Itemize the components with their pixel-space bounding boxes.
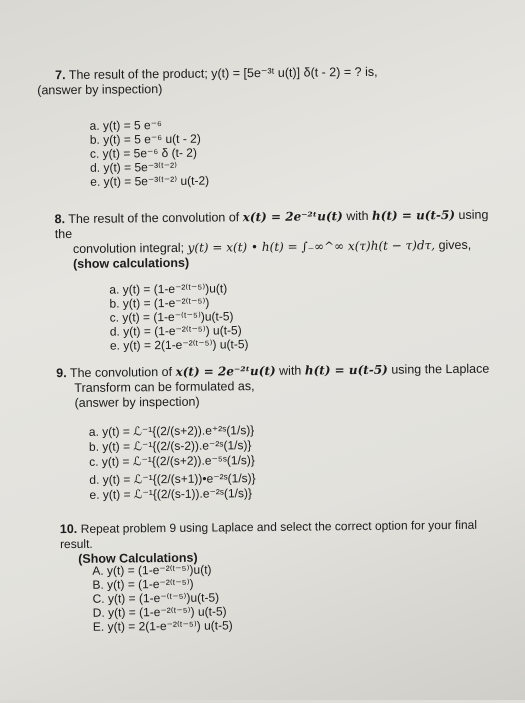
question-text: The convolution of [69,364,176,381]
question-7 [37,64,495,99]
question-note: (show calculations) [73,255,190,271]
option-c: c. y(t) = 5e⁻⁶ δ (t- 2) [89,145,198,161]
question-10 [60,517,510,567]
option-a: a. y(t) = 5 e⁻⁶ [89,118,163,133]
question-text: The result of the product; y(t) = [5e⁻³ᵗ u(t)] δ(t - 2) = ? is, [68,64,378,83]
option-e: e. y(t) = 5e⁻³⁽ᵗ⁻²⁾ u(t-2) [90,173,210,189]
option-b: b. y(t) = (1-e⁻²⁽ᵗ⁻⁵⁾) [109,295,210,311]
question-note: (answer by inspection) [74,394,200,410]
signal-h: h(t) = u(t-5) [371,207,456,223]
question-9: 9. The convolution of x(t) = 2e⁻²ᵗu(t) with h(t) = u(t-5) using the Laplace Transform can be formulated as, (answer by inspection) [56,361,490,410]
question-text: The result of the convolution of [68,210,243,227]
option-c: C. y(t) = (1-e⁻⁽ᵗ⁻⁵⁾)u(t-5) [92,590,220,606]
option-d: D. y(t) = (1-e⁻²⁽ᵗ⁻⁵⁾) u(t-5) [92,604,227,620]
option-e: E. y(t) = 2(1-e⁻²⁽ᵗ⁻⁵⁾) u(t-5) [92,618,233,634]
question-8: 8. The result of the convolution of x(t) = 2e⁻²ᵗu(t) with h(t) = u(t-5) using the convolution integral; y(t) = x(t) • h(t) = ∫₋∞^∞ x(τ)h(t − τ)dτ, gives, (show calculations) [54,207,489,271]
signal-x: x(t) = 2e⁻²ᵗu(t) [175,363,276,379]
signal-x: x(t) = 2e⁻²ᵗu(t) [242,209,343,225]
option-b: b. y(t) = ℒ⁻¹{(2/(s-2)).e⁻²ˢ(1/s)} [88,438,252,454]
question-note: (answer by inspection) [37,82,163,98]
question-number: 8. [54,212,66,227]
question-number: 9. [56,366,67,381]
convolution-integral: y(t) = x(t) • h(t) = ∫₋∞^∞ x(τ)h(t − τ)dτ, [187,238,436,255]
option-d: d. y(t) = ℒ⁻¹{(2/(s+1))•e⁻²ˢ(1/s)} [89,471,256,487]
option-d: d. y(t) = 5e⁻³⁽ᵗ⁻²⁾ [90,159,178,175]
question-text: Repeat problem 9 using Laplace and select the correct option for your final result. [59,517,478,552]
signal-h: h(t) = u(t-5) [304,362,388,378]
option-e: e. y(t) = 2(1-e⁻²⁽ᵗ⁻⁵⁾) u(t-5) [109,337,249,353]
option-c: c. y(t) = (1-e⁻⁽ᵗ⁻⁵⁾)u(t-5) [109,309,234,325]
question-number: 10. [59,521,78,537]
option-b: b. y(t) = 5 e⁻⁶ u(t - 2) [89,131,201,147]
option-d: d. y(t) = (1-e⁻²⁽ᵗ⁻⁵⁾) u(t-5) [109,323,242,339]
option-b: B. y(t) = (1-e⁻²⁽ᵗ⁻⁵⁾) [92,576,194,592]
option-a: A. y(t) = (1-e⁻²⁽ᵗ⁻⁵⁾)u(t) [92,562,212,578]
question-note: (Show Calculations) [78,550,198,566]
question-number: 7. [55,68,66,83]
option-a: a. y(t) = ℒ⁻¹{(2/(s+2)).e⁺²ˢ(1/s)} [88,423,255,439]
option-e: e. y(t) = ℒ⁻¹{(2/(s-1)).e⁻²ˢ(1/s)} [89,486,253,502]
option-c: c. y(t) = ℒ⁻¹{(2/(s+2)).e⁻⁵ˢ(1/s)} [89,453,255,469]
option-a: a. y(t) = (1-e⁻²⁽ᵗ⁻⁵⁾)u(t) [109,281,228,297]
